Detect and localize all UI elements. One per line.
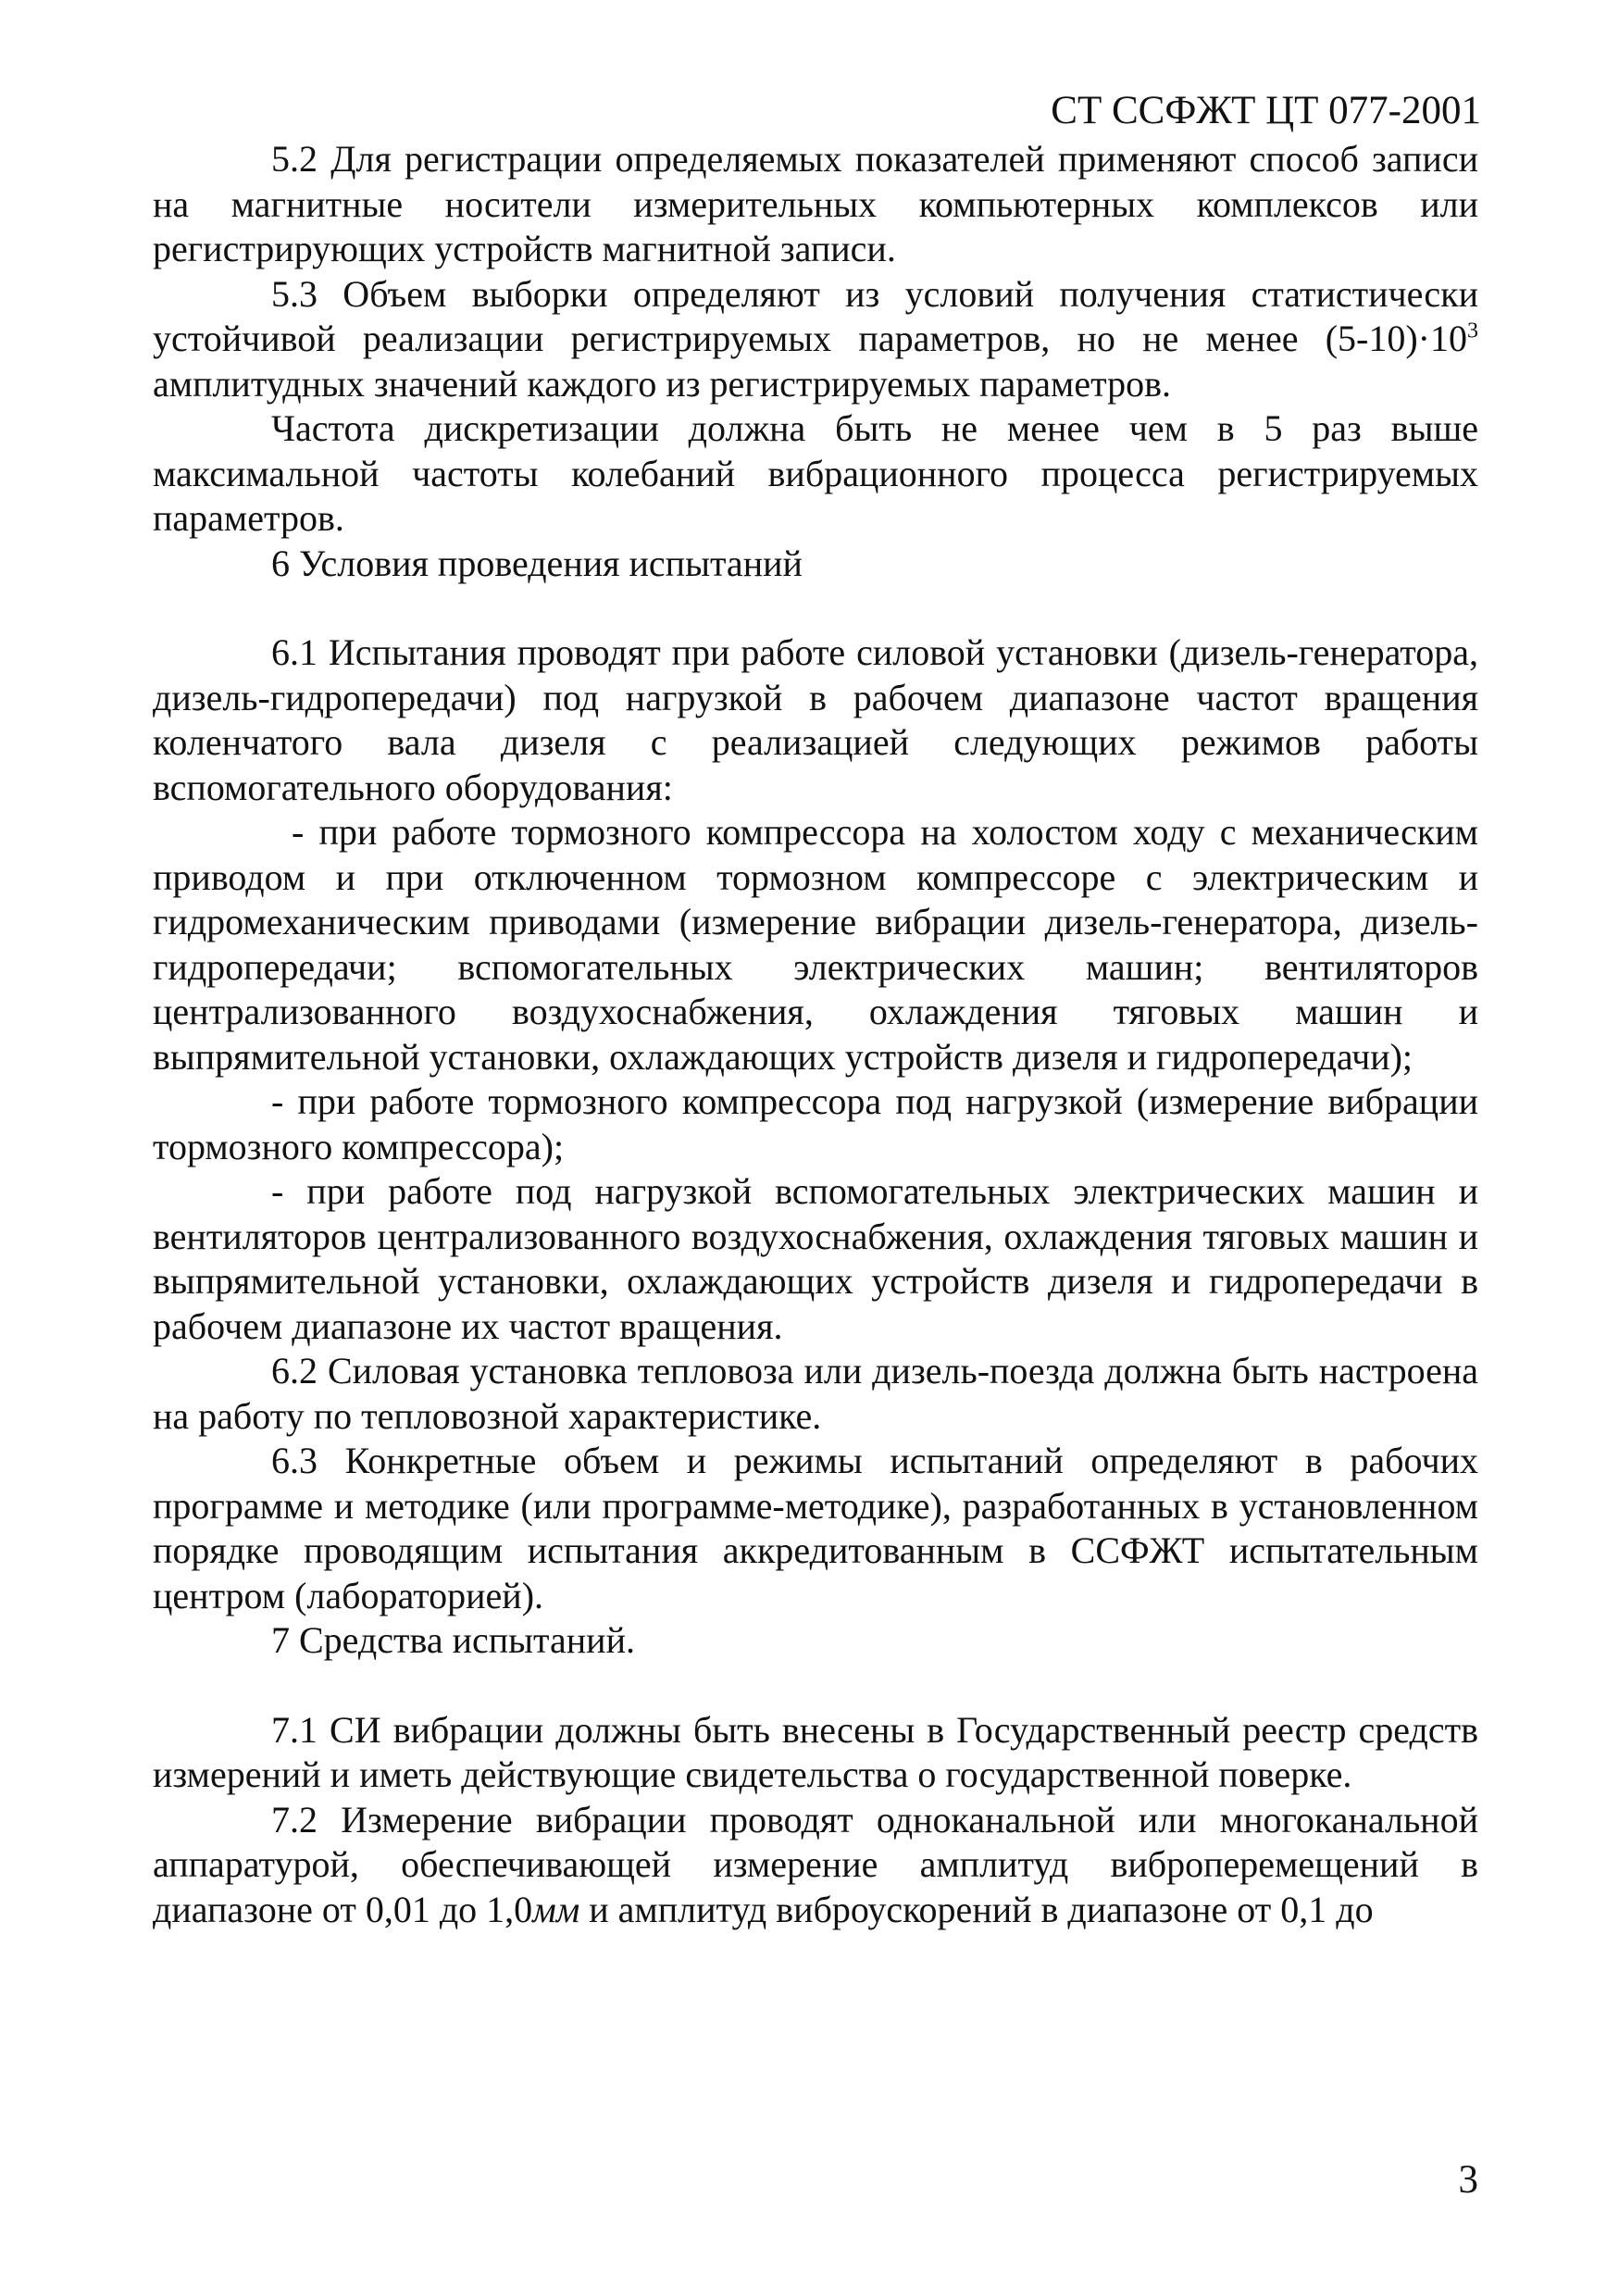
paragraph-5-3-text-end: амплитудных значений каждого из регистрируемых параметров.	[153, 362, 1171, 405]
list-item-compressor-idle: - при работе тормозного компрессора на холостом ходу с механическим приводом и при отключенном тормозном компрессоре с электрическим и гидромеханическим приводами (измерение вибрации дизель-генератора, дизель-гидропередачи; вспомогательных электрических машин; вентиляторов централизованного воздухоснабжения, охлаждения тяговых машин и выпрямительной установки, охлаждающих устройств дизеля и гидропередачи);	[153, 811, 1478, 1078]
list-item-auxiliary-machines: - при работе под нагрузкой вспомогательных электрических машин и вентиляторов централизованного воздухоснабжения, охлаждения тяговых машин и выпрямительной установки, охлаждающих устройств дизеля и гидропередачи в рабочем диапазоне их частот вращения.	[153, 1170, 1478, 1347]
paragraph-6-1: 6.1 Испытания проводят при работе силовой установки (дизель-генератора, дизель-гидропередачи) под нагрузкой в рабочем диапазоне частот вращения коленчатого вала дизеля с реализацией следующих режимов работы вспомогательного оборудования:	[153, 631, 1478, 808]
paragraph-5-2: 5.2 Для регистрации определяемых показателей применяют способ записи на магнитные носители измерительных компьютерных комплексов или регистрирующих устройств магнитной записи.	[153, 138, 1478, 269]
section-7-heading: 7 Средства испытаний.	[271, 1619, 635, 1661]
paragraph-5-3-text: 5.3 Объем выборки определяют из условий получения статистически устойчивой реализации регистрируемых параметров, но не менее (5-10)·10	[153, 272, 1478, 359]
document-code-header: СТ ССФЖТ ЦТ 077-2001	[1051, 89, 1481, 132]
paragraph-7-2	[153, 1798, 1478, 1933]
paragraph-5-3	[153, 272, 1478, 407]
paragraph-7-2-text-end: и амплитуд виброускорений в диапазоне от 0,1 до	[579, 1888, 1374, 1930]
section-6-heading: 6 Условия проведения испытаний	[271, 542, 803, 584]
document-body	[153, 137, 1478, 1932]
exponent: 3	[1467, 318, 1478, 343]
paragraph-7-2-text: 7.2 Измерение вибрации проводят одноканальной или многоканальной аппаратурой, обеспечивающей измерение амплитуд виброперемещений в диапазоне от 0,01 до 1,0	[153, 1798, 1478, 1930]
paragraph-sampling-frequency: Частота дискретизации должна быть не менее чем в 5 раз выше максимальной частоты колебаний вибрационного процесса регистрируемых параметров.	[153, 407, 1478, 539]
paragraph-6-3: 6.3 Конкретные объем и режимы испытаний определяют в рабочих программе и методике (или программе-методике), разработанных в установленном порядке проводящим испытания аккредитованным в ССФЖТ испытательным центром (лабораторией).	[153, 1440, 1478, 1616]
list-item-compressor-load: - при работе тормозного компрессора под нагрузкой (измерение вибрации тормозного компрессора);	[153, 1080, 1478, 1167]
unit-mm: мм	[532, 1888, 580, 1930]
paragraph-7-1: 7.1 СИ вибрации должны быть внесены в Государственный реестр средств измерений и иметь действующие свидетельства о государственной поверке.	[153, 1708, 1478, 1795]
paragraph-6-2: 6.2 Силовая установка тепловоза или дизель-поезда должна быть настроена на работу по тепловозной характеристике.	[153, 1350, 1478, 1437]
page-number: 3	[1458, 2158, 1478, 2202]
